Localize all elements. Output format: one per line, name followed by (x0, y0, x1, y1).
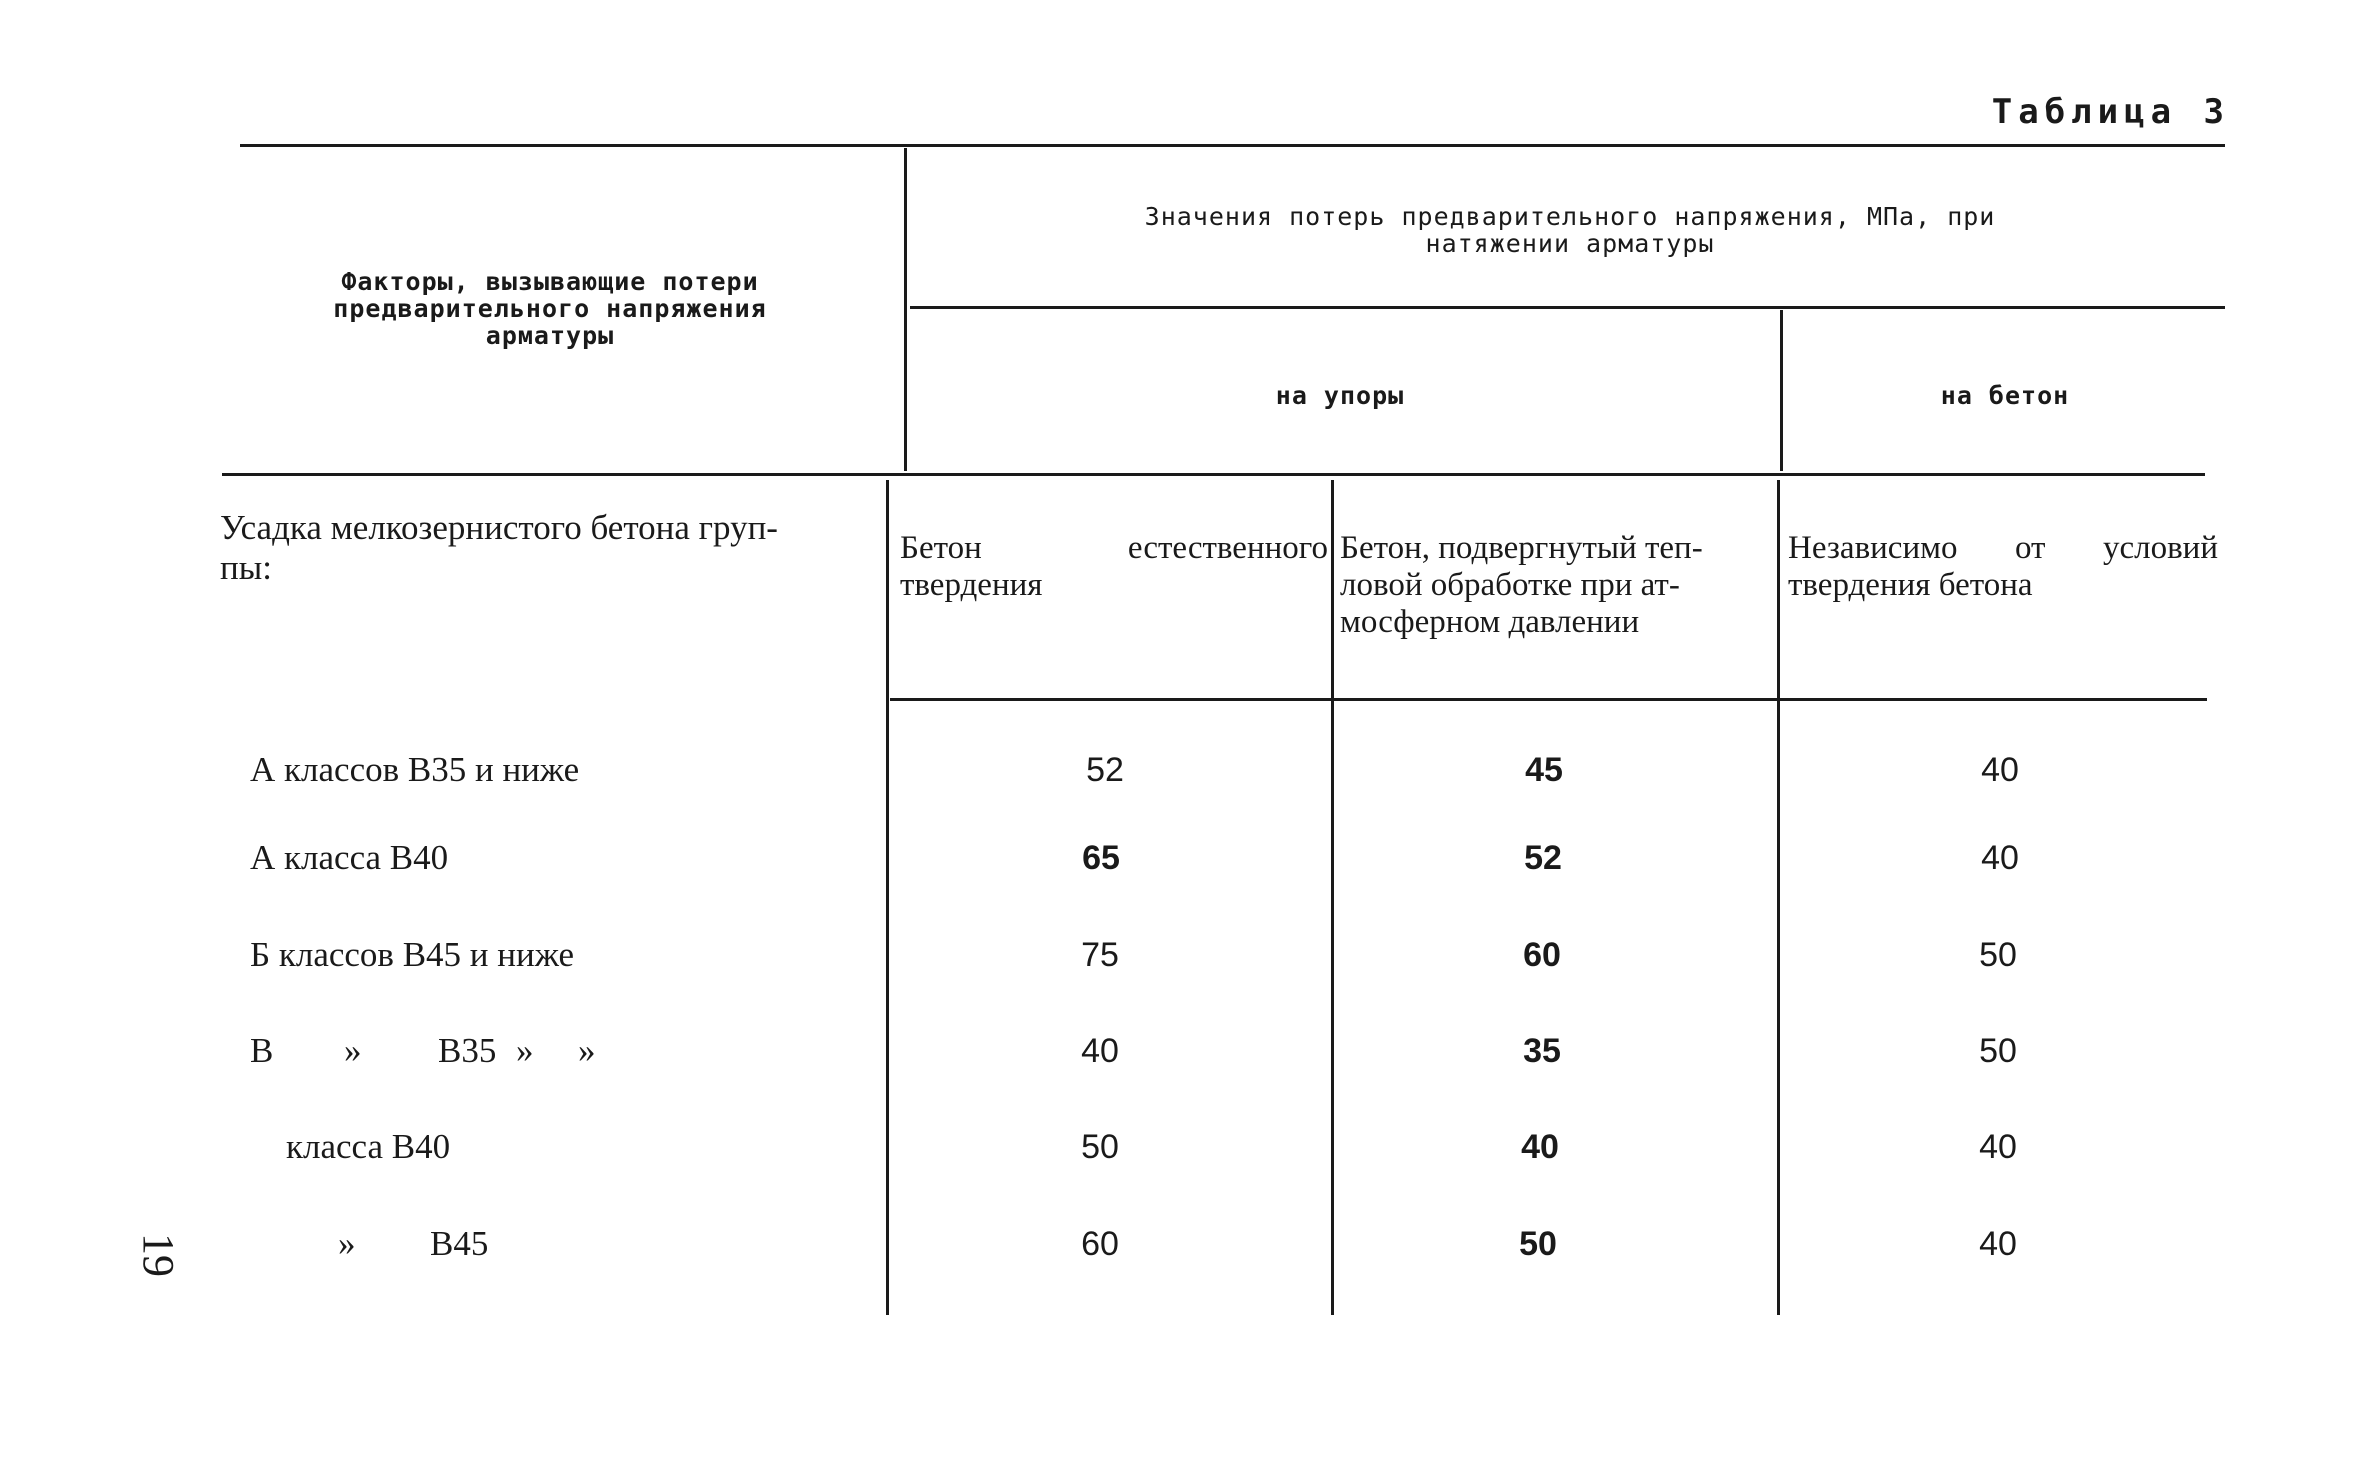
cell-natural: 65 (1082, 839, 1120, 877)
row-label-group: В (250, 1031, 274, 1070)
cell-natural: 60 (1081, 1225, 1119, 1263)
row-label: Б классов В45 и ниже (250, 935, 574, 974)
row-label: А класса В40 (250, 838, 449, 877)
cell-heat: 60 (1523, 936, 1561, 974)
cell-heat: 40 (1521, 1128, 1559, 1166)
natural-curing-line-2: твердения (900, 567, 1043, 603)
cell-natural: 52 (1086, 751, 1124, 789)
any-curing-line-1 (1788, 530, 2218, 567)
natural-curing-line-1 (900, 530, 1328, 567)
heat-treated-line-3: мосферном давлении (1340, 604, 1640, 640)
cell-any: 40 (1981, 751, 2019, 789)
row-label-class: В45 (430, 1224, 489, 1263)
heat-treated-line-2: ловой обработке при ат- (1340, 567, 1680, 603)
cell-any: 40 (1979, 1225, 2017, 1263)
subheader-bottom-rule (890, 698, 2207, 701)
cell-any: 40 (1981, 839, 2019, 877)
any-curing-word-2: от (2014, 530, 2046, 566)
row-label (250, 1031, 870, 1071)
row-label-ditto-mark: » (578, 1031, 596, 1070)
row-label: А классов В35 и ниже (250, 750, 580, 789)
factor-shrinkage-line-1: Усадка мелкозернистого бетона груп- (220, 508, 778, 547)
row-label: класса В40 (286, 1127, 451, 1166)
table-caption: Таблица 3 (1991, 92, 2230, 132)
natural-curing-header (900, 530, 1328, 604)
cell-heat: 35 (1523, 1032, 1561, 1070)
any-curing-header (1788, 530, 2218, 604)
cell-heat: 45 (1525, 751, 1563, 789)
factors-column-divider-header (904, 148, 907, 471)
page-number: 19 (134, 1233, 183, 1277)
concrete-header: на бетон (1940, 381, 2070, 410)
factors-header (250, 268, 850, 349)
factors-header-line-2: предварительного напряжения (333, 294, 767, 323)
any-curing-line-2: твердения бетона (1788, 567, 2033, 603)
row-label-class: В35 (438, 1031, 497, 1070)
values-header-line-2: натяжении арматуры (1425, 229, 1715, 258)
heat-treated-line-1: Бетон, подвергнутый теп- (1340, 530, 1703, 566)
factors-header-line-3: арматуры (485, 321, 615, 350)
heat-treated-header (1340, 530, 1772, 641)
row-label-ditto-mark: » (338, 1224, 356, 1263)
any-curing-word-3: условий (2102, 530, 2218, 566)
cell-heat: 50 (1519, 1225, 1557, 1263)
table-top-rule (240, 144, 2225, 147)
factor-shrinkage-line-2: пы: (220, 548, 272, 587)
row-label (250, 1224, 870, 1264)
cell-natural: 40 (1081, 1032, 1119, 1070)
cell-any: 40 (1979, 1128, 2017, 1166)
cell-natural: 75 (1081, 936, 1119, 974)
cell-any: 50 (1979, 1032, 2017, 1070)
row-label-ditto-mark: » (516, 1031, 534, 1070)
supports-concrete-divider-header (1780, 310, 1783, 471)
heat-concrete-divider (1777, 480, 1780, 1315)
cell-any: 50 (1979, 936, 2017, 974)
any-curing-word-1: Независимо (1788, 530, 1958, 566)
natural-curing-word-1: Бетон (900, 530, 982, 566)
values-header-line-1: Значения потерь предварительного напряжения, МПа, при (1144, 202, 1996, 231)
factors-header-line-1: Факторы, вызывающие потери (341, 267, 759, 296)
natural-curing-word-2: естественного (1127, 530, 1328, 566)
cell-natural: 50 (1081, 1128, 1119, 1166)
cell-heat: 52 (1524, 839, 1562, 877)
supports-header: на упоры (1275, 381, 1405, 410)
values-header-rule (910, 306, 2225, 309)
values-header (920, 203, 2220, 257)
header-bottom-rule (222, 473, 2205, 476)
row-label-ditto-mark: » (344, 1031, 362, 1070)
natural-heat-divider (1331, 480, 1334, 1315)
factors-column-divider-body (886, 480, 889, 1315)
factor-shrinkage-label (220, 508, 870, 588)
